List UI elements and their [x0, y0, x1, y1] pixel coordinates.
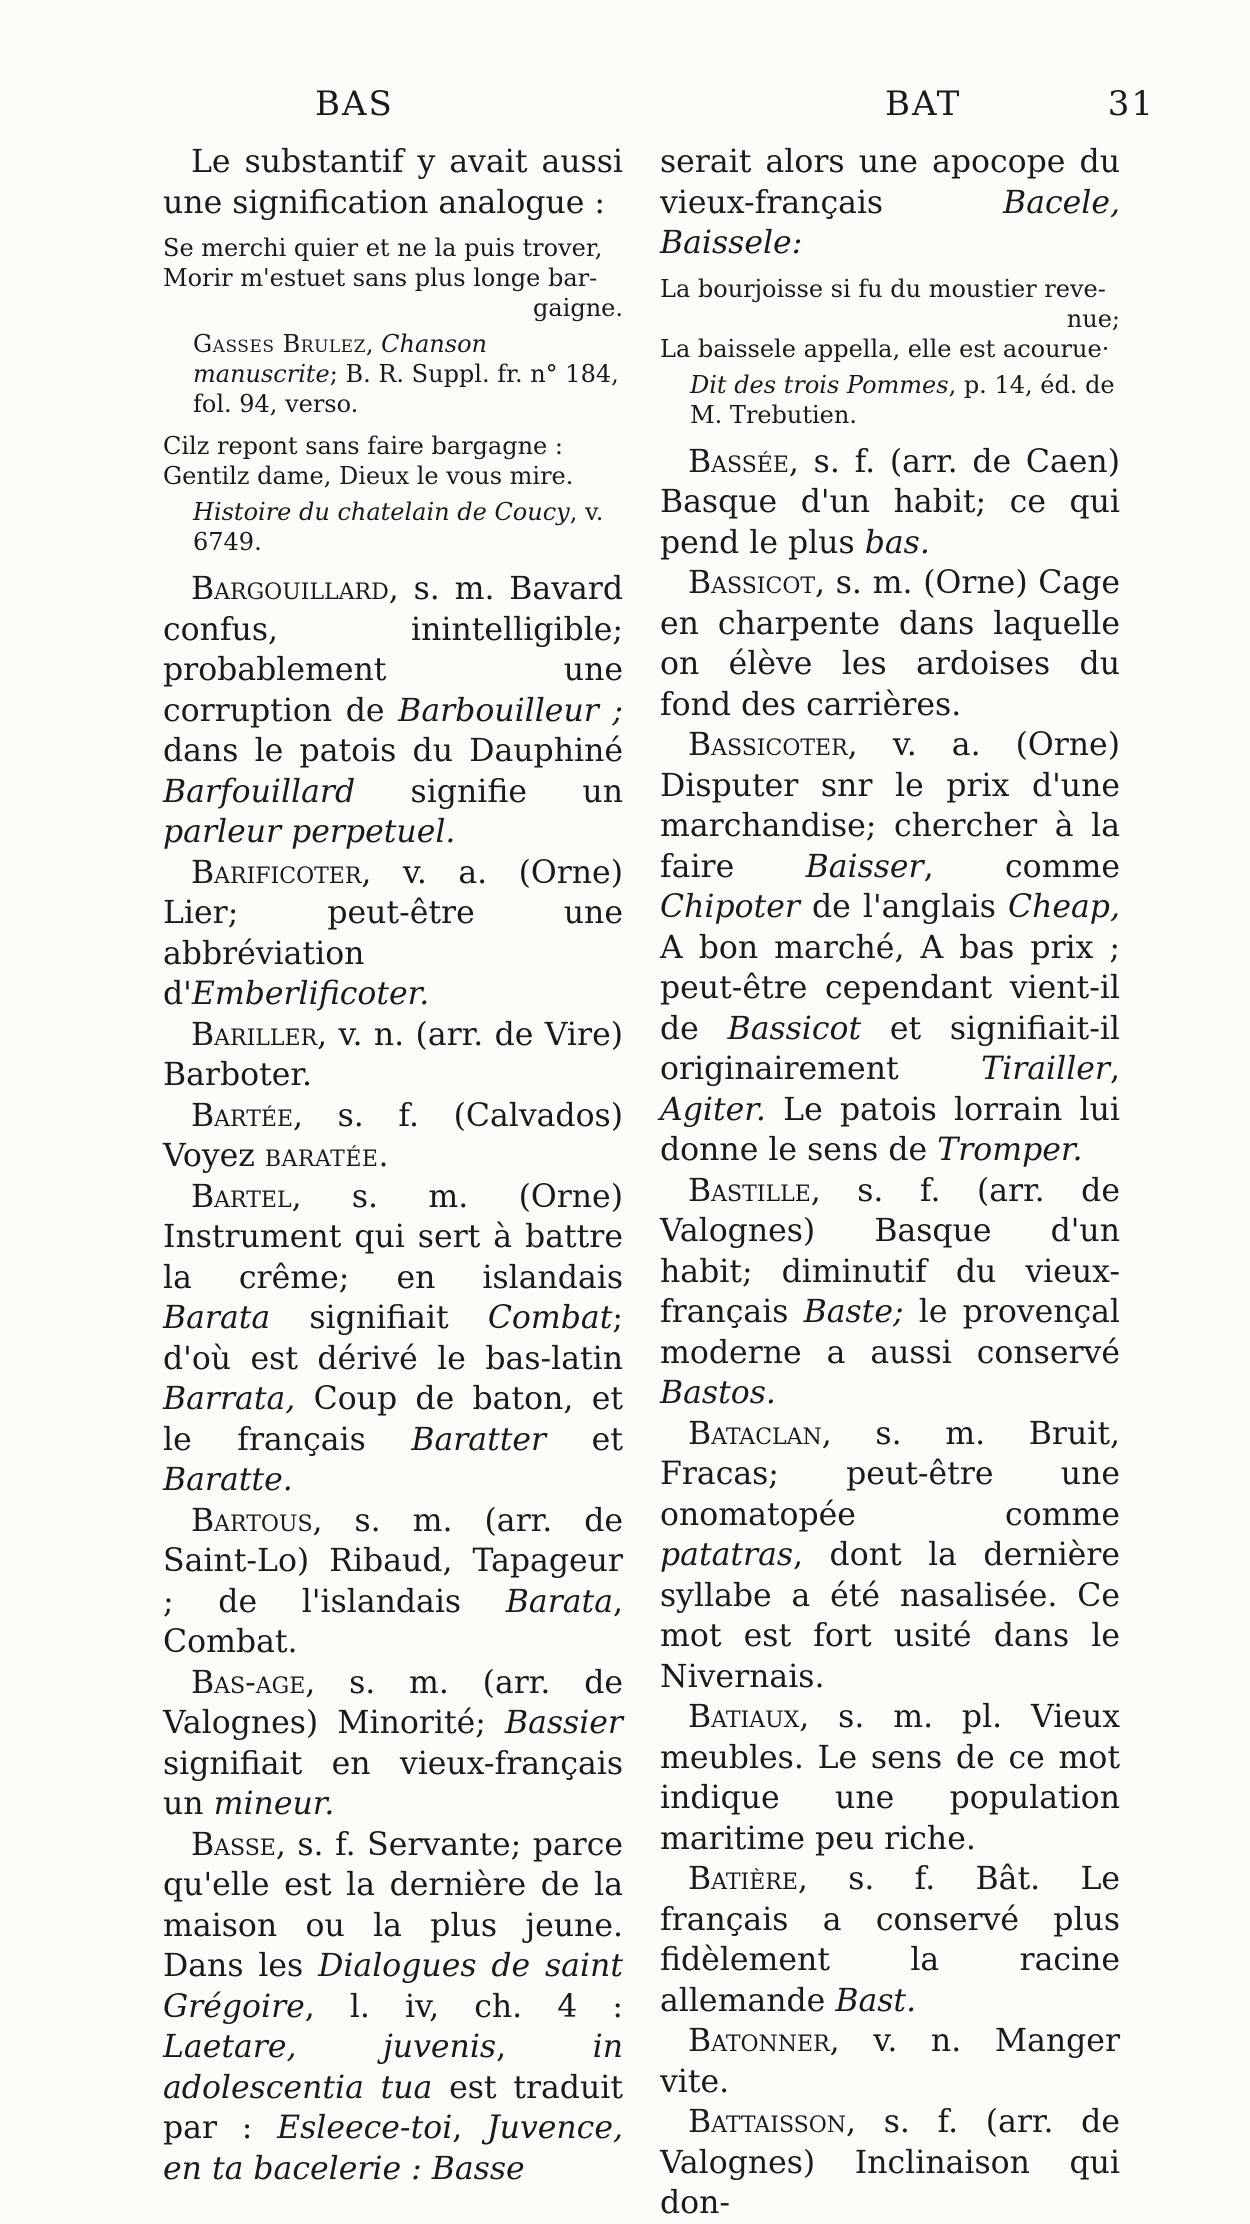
- quotation: La bourjoisse si fu du moustier reve- nue; La baissele appella, elle est acourue·: [660, 274, 1120, 363]
- entry-bassicot: Bassicot, s. m. (Orne) Cage en charpente dans laquelle on élève les ardoises du fond des carrières.: [660, 565, 1120, 723]
- citation-source: Gasses Brulez, Chanson manuscrite; B. R. Suppl. fr. n° 184, fol. 94, verso.: [193, 330, 619, 418]
- entry-bartous: Bartous, s. m. (arr. de Saint-Lo) Ribaud, Tapageur ; de l'islandais Barata, Combat.: [163, 1502, 623, 1660]
- entry-batonner: Batonner, v. n. Manger vite.: [660, 2023, 1120, 2100]
- citation-source: Histoire du chatelain de Coucy, v. 6749.: [193, 498, 604, 556]
- entry-bataclan: Bataclan, s. m. Bruit, Fracas; peut-être une onomatopée comme patatras, dont la dernière syllabe a été nasalisée. Ce mot est fort usité dans le Nivernais.: [660, 1415, 1120, 1695]
- paragraph-continuation: serait alors une apocope du vieux-français Bacele, Baissele:: [660, 144, 1120, 261]
- entry-basse: Basse, s. f. Servante; parce qu'elle est la dernière de la maison ou la plus jeune. Dans les Dialogues de saint Grégoire, l. iv, ch. 4 : Laetare, juvenis, in adolescentia tua est traduit par : Esleece-toi, Juvence, en ta bacelerie : Basse: [163, 1826, 623, 2187]
- paragraph: Le substantif y avait aussi une signification analogue :: [163, 144, 623, 221]
- entry-bartel: Bartel, s. m. (Orne) Instrument qui sert à battre la crême; en islandais Barata signifiait Combat; d'où est dérivé le bas-latin Barrata, Coup de baton, et le français Baratter et Baratte.: [163, 1178, 623, 1498]
- entry-bassee: Bassée, s. f. (arr. de Caen) Basque d'un habit; ce qui pend le plus bas.: [660, 443, 1120, 561]
- header-left-word: BAS: [315, 84, 394, 124]
- quotation: Cilz repont sans faire bargagne : Gentilz dame, Dieux le vous mire.: [163, 432, 574, 490]
- quotation: Se merchi quier et ne la puis trover, Morir m'estuet sans plus longe bar- gaigne.: [163, 234, 623, 322]
- entry-batiaux: Batiaux, s. m. pl. Vieux meubles. Le sens de ce mot indique une population maritime peu riche.: [660, 1699, 1120, 1857]
- entry-bargouillard: Bargouillard, s. m. Bavard confus, inintelligible; probablement une corruption de Barbouilleur ; dans le patois du Dauphiné Barfouillard signifie un parleur perpetuel.: [163, 571, 623, 850]
- entry-bassicoter: Bassicoter, v. a. (Orne) Disputer snr le prix d'une marchandise; chercher à la faire Baisser, comme Chipoter de l'anglais Cheap, A bon marché, A bas prix ; peut-être cependant vient-il de Bassicot et signifiait-il originairement Tirailler, Agiter. Le patois lorrain lui donne le sens de Tromper.: [660, 727, 1120, 1168]
- citation-source: Dit des trois Pommes, p. 14, éd. de M. Trebutien.: [690, 370, 1115, 429]
- left-column: [163, 142, 623, 2189]
- entry-batiere: Batière, s. f. Bât. Le français a conservé plus fidèlement la racine allemande Bast.: [660, 1861, 1120, 2019]
- entry-barificoter: Barificoter, v. a. (Orne) Lier; peut-être une abbréviation d'Emberlificoter.: [163, 854, 623, 1012]
- entry-bartee: Bartée, s. f. (Calvados) Voyez baratée.: [163, 1097, 623, 1174]
- page-number: 31: [1107, 84, 1155, 124]
- entry-bastille: Bastille, s. f. (arr. de Valognes) Basque d'un habit; diminutif du vieux-français Baste; le provençal moderne a aussi conservé Bastos.: [660, 1172, 1120, 1411]
- right-column: [660, 142, 1120, 2224]
- entry-bas-age: Bas-age, s. m. (arr. de Valognes) Minorité; Bassier signifiait en vieux-français un mineur.: [163, 1664, 623, 1822]
- entry-battaisson: Battaisson, s. f. (arr. de Valognes) Inclinaison qui don-: [660, 2104, 1120, 2221]
- entry-bariller: Bariller, v. n. (arr. de Vire) Barboter.: [163, 1016, 623, 1093]
- running-header: [150, 84, 1200, 124]
- header-right-word: BAT: [885, 84, 962, 124]
